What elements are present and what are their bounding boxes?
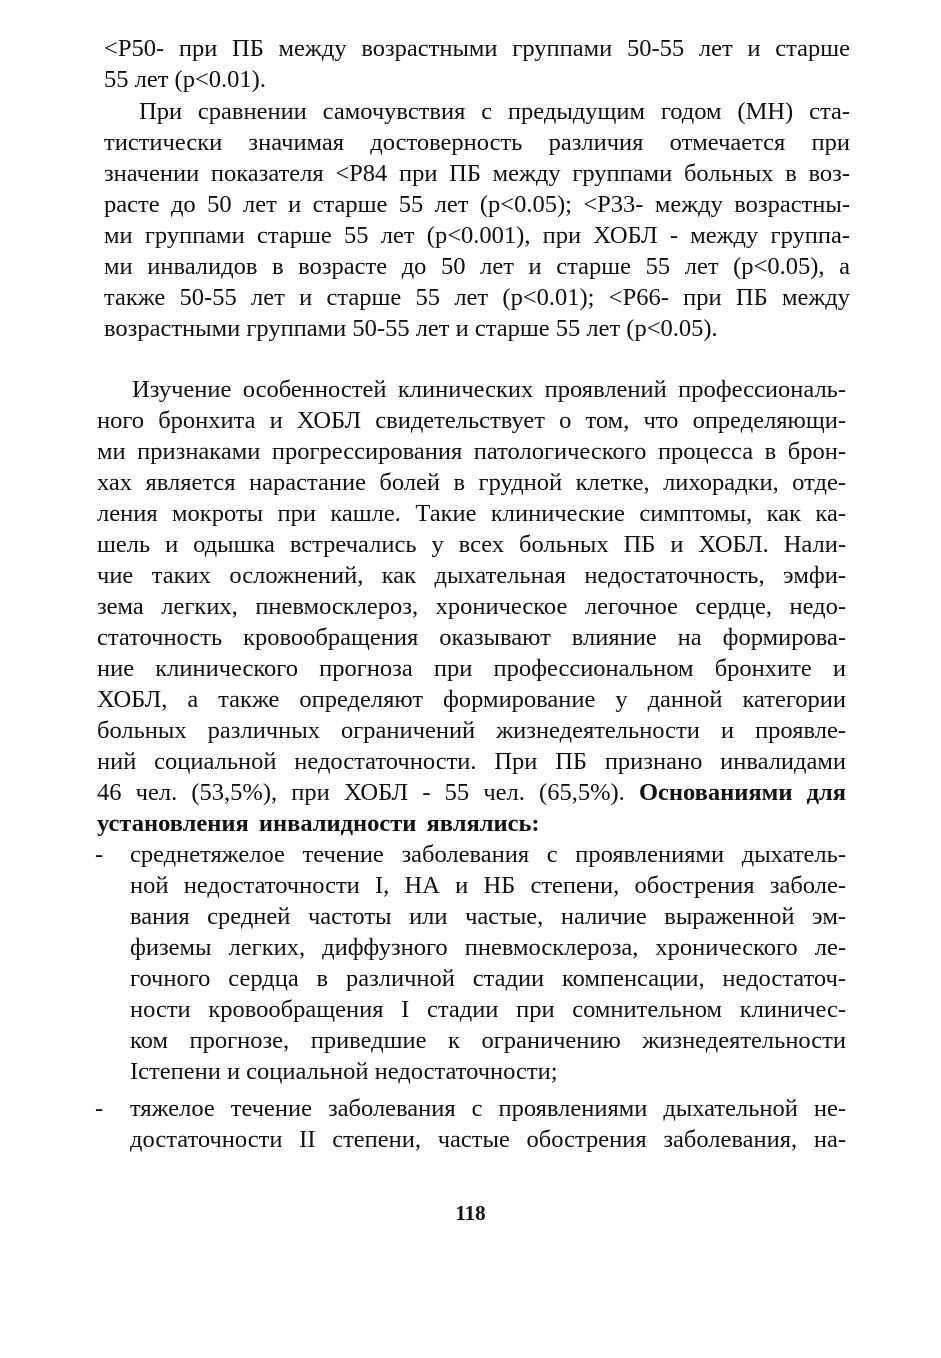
text-line: тистически значимая достоверность различия отмечается при <box>104 129 850 156</box>
text-line: Изучение особенностей клинических проявлений профессиональ- <box>132 376 846 403</box>
text-line: 55 лет (p<0.01). <box>104 66 266 93</box>
text-line: ного бронхита и ХОБЛ свидетельствует о том, что определяющи- <box>97 407 846 434</box>
text-line: ХОБЛ, а также определяют формирование у данной категории <box>97 686 846 713</box>
text-line: При сравнении самочувствия с предыдущим годом (МН) ста- <box>139 98 850 125</box>
text-line: <P50- при ПБ между возрастными группами 50-55 лет и старше <box>104 35 850 62</box>
text-line: возрастными группами 50-55 лет и старше 55 лет (p<0.05). <box>104 315 718 342</box>
bold-heading: установления инвалидности являлись: <box>97 810 540 837</box>
list-item-line: ком прогнозе, приведшие к ограничению жизнедеятельности <box>130 1027 846 1054</box>
bold-heading-start: Основаниями для <box>638 779 847 806</box>
text-line: значении показателя <P84 при ПБ между группами больных в воз- <box>104 160 850 187</box>
text-line: ние клинического прогноза при профессиональном бронхите и <box>97 655 846 682</box>
list-item-line: физемы легких, диффузного пневмосклероза, хронического ле- <box>130 934 846 961</box>
text-line: расте до 50 лет и старше 55 лет (p<0.05); <P33- между возрастны- <box>104 191 850 218</box>
text-line: ления мокроты при кашле. Такие клинические симптомы, как ка- <box>97 500 846 527</box>
text-line: шель и одышка встречались у всех больных ПБ и ХОБЛ. Нали- <box>97 531 846 558</box>
text-line: статочность кровообращения оказывают влияние на формирова- <box>97 624 846 651</box>
page-number: 118 <box>455 1201 486 1225</box>
text-line: ми инвалидов в возрасте до 50 лет и старше 55 лет (p<0.05), а <box>104 253 850 280</box>
list-dash: - <box>95 1095 104 1122</box>
text-line: ми группами старше 55 лет (p<0.001), при ХОБЛ - между группа- <box>104 222 850 249</box>
text-line: ний социальной недостаточности. При ПБ признано инвалидами <box>97 748 846 775</box>
list-item-line: ной недостаточности I, НА и НБ степени, обострения заболе- <box>130 872 846 899</box>
text-line: больных различных ограничений жизнедеятельности и проявле- <box>97 717 846 744</box>
text-line <box>97 777 846 808</box>
text-line: хах является нарастание болей в грудной клетке, лихорадки, отде- <box>97 469 846 496</box>
list-item-line: гочного сердца в различной стадии компенсации, недостаточ- <box>130 965 846 992</box>
list-item-line: достаточности II степени, частые обострения заболевания, на- <box>130 1126 846 1153</box>
list-item-line: Iстепени и социальной недостаточности; <box>130 1058 558 1085</box>
text-normal: 46 чел. (53,5%), при ХОБЛ - 55 чел. (65,5%). <box>97 779 625 806</box>
text-line: зема легких, пневмосклероз, хроническое легочное сердце, недо- <box>97 593 846 620</box>
list-item-line: ности кровообращения I стадии при сомнительном клиничес- <box>130 996 846 1023</box>
list-item-line: вания средней частоты или частые, наличие выраженной эм- <box>130 903 846 930</box>
text-line: чие таких осложнений, как дыхательная недостаточность, эмфи- <box>97 562 846 589</box>
text-line: также 50-55 лет и старше 55 лет (p<0.01); <P66- при ПБ между <box>104 284 850 311</box>
list-item-line: тяжелое течение заболевания с проявлениями дыхательной не- <box>130 1095 846 1122</box>
list-item-line: среднетяжелое течение заболевания с проявлениями дыхатель- <box>130 841 846 868</box>
list-dash: - <box>95 841 104 868</box>
text-line: ми признаками прогрессирования патологического процесса в брон- <box>97 438 846 465</box>
